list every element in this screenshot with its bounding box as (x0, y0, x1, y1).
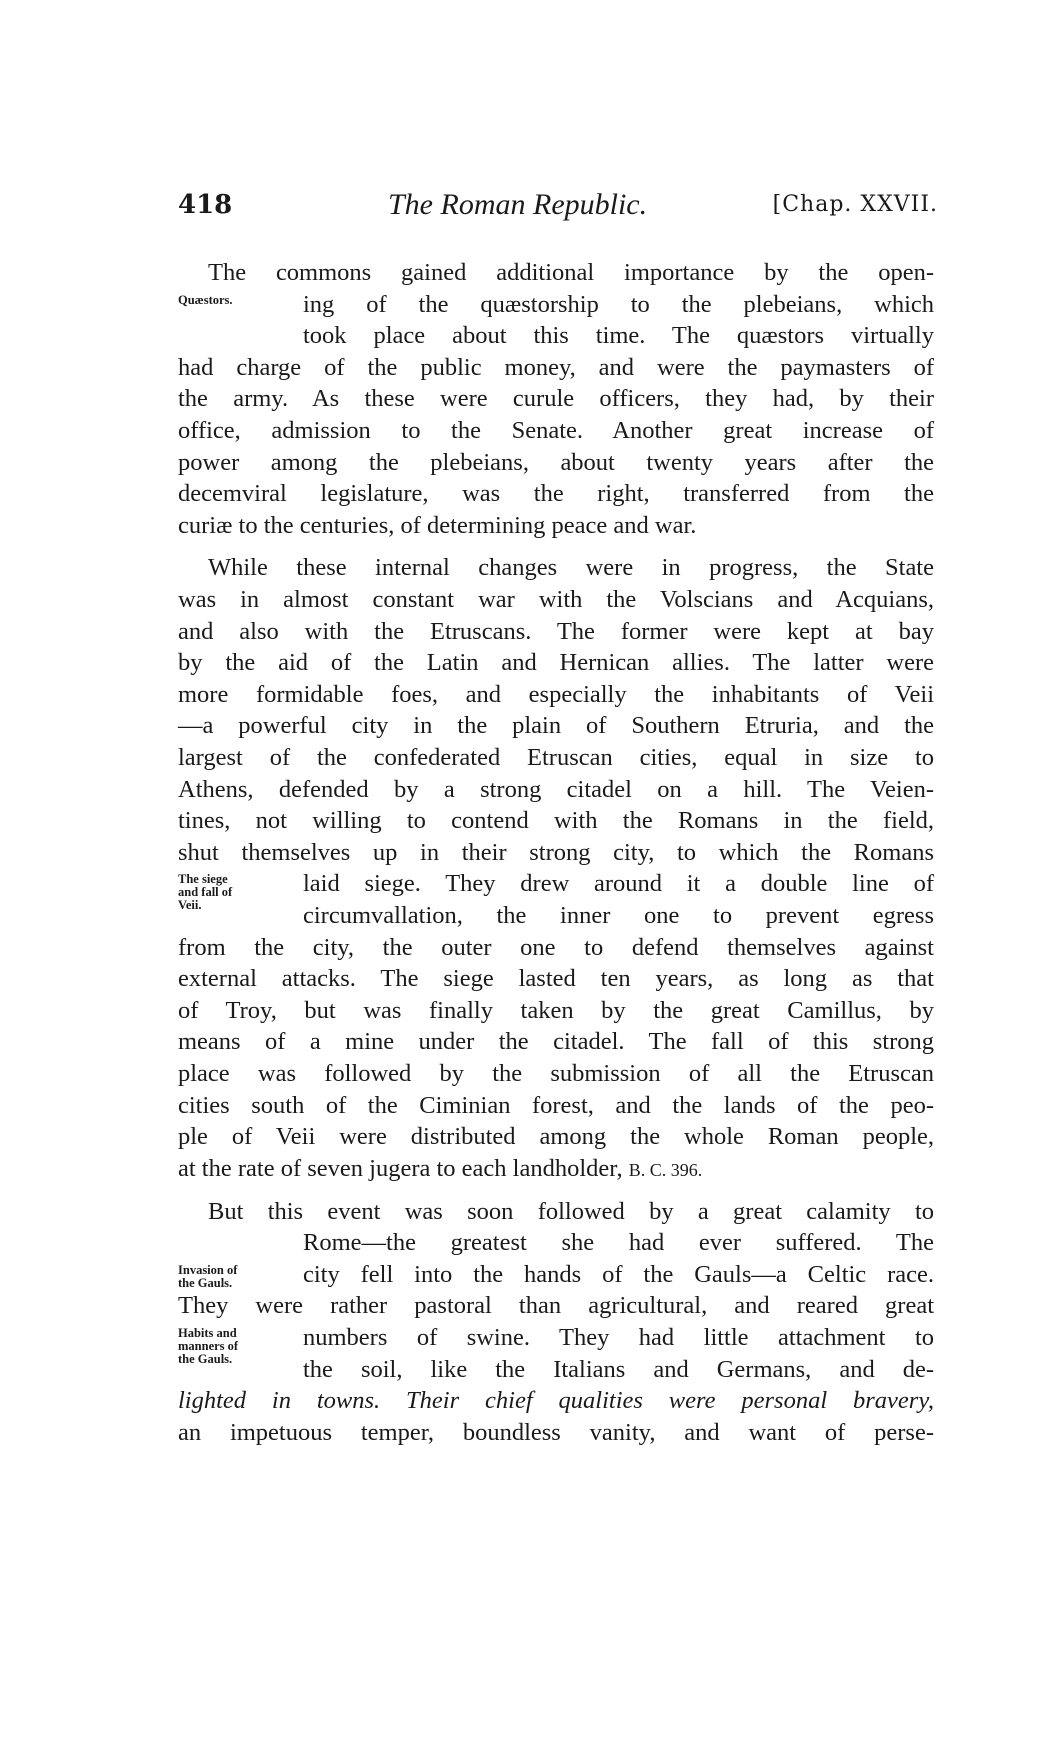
sidenote-habits-of-gauls: Habits and manners of the Gauls. (178, 1326, 239, 1366)
text-line: more formidable foes, and especially the inhabitants of Veii (178, 681, 934, 708)
text-line: was in almost constant war with the Volscians and Acquians, (178, 586, 934, 613)
text-line: from the city, the outer one to defend themselves against (178, 934, 934, 961)
text-line: Athens, defended by a strong citadel on a hill. The Veien- (178, 776, 934, 803)
sidenote-siege-of-veii: The siege and fall of Veii. (178, 872, 233, 912)
text-line: largest of the confederated Etruscan cities, equal in size to (178, 744, 934, 771)
text-line: took place about this time. The quæstors virtually (303, 322, 934, 349)
sidenote-quaestors: Quæstors. (178, 293, 233, 307)
text-line: city fell into the hands of the Gauls—a Celtic race. (303, 1261, 934, 1288)
text-line: But this event was soon followed by a great calamity to (208, 1198, 934, 1225)
text-line: by the aid of the Latin and Hernican allies. The latter were (178, 649, 934, 676)
sidenote-invasion-of-gauls: Invasion of the Gauls. (178, 1263, 238, 1290)
text-line: an impetuous temper, boundless vanity, and want of perse- (178, 1419, 934, 1446)
text-line: the army. As these were curule officers, they had, by their (178, 385, 934, 412)
text-line: had charge of the public money, and were the paymasters of (178, 354, 934, 381)
text-line: They were rather pastoral than agricultural, and reared great (178, 1292, 934, 1319)
text-line: circumvallation, the inner one to prevent egress (303, 902, 934, 929)
text-line: external attacks. The siege lasted ten years, as long as that (178, 965, 934, 992)
text-line: —a powerful city in the plain of Southern Etruria, and the (178, 712, 934, 739)
text-line: decemviral legislature, was the right, transferred from the (178, 480, 934, 507)
date-reference: B. C. 396. (628, 1160, 703, 1180)
text-line: tines, not willing to contend with the Romans in the field, (178, 807, 934, 834)
text-line: While these internal changes were in progress, the State (208, 554, 934, 581)
text-line: and also with the Etruscans. The former were kept at bay (178, 618, 934, 645)
text-line: cities south of the Ciminian forest, and the lands of the peo- (178, 1092, 934, 1119)
text-line: office, admission to the Senate. Another great increase of (178, 417, 934, 444)
text-line: Rome—the greatest she had ever suffered. The (303, 1229, 934, 1256)
running-title: The Roman Republic. (388, 188, 648, 221)
text-line: ing of the quæstorship to the plebeians, which (303, 291, 934, 318)
running-header (178, 190, 938, 234)
text-line: lighted in towns. Their chief qualities were personal bravery, (178, 1387, 934, 1414)
text-line: at the rate of seven jugera to each landholder, B. C. 396. (178, 1155, 703, 1182)
text-line: of Troy, but was finally taken by the great Camillus, by (178, 997, 934, 1024)
text-line: laid siege. They drew around it a double line of (303, 870, 934, 897)
chapter-label: [Chap. XXVII. (772, 192, 938, 217)
text-line: the soil, like the Italians and Germans, and de- (303, 1356, 934, 1383)
text-line: The commons gained additional importance by the open- (208, 259, 934, 286)
text-line: shut themselves up in their strong city, to which the Romans (178, 839, 934, 866)
text-line: place was followed by the submission of all the Etruscan (178, 1060, 934, 1087)
text-line: curiæ to the centuries, of determining peace and war. (178, 512, 697, 539)
text-line: ple of Veii were distributed among the whole Roman people, (178, 1123, 934, 1150)
page-number: 418 (178, 190, 233, 220)
text-line: power among the plebeians, about twenty years after the (178, 449, 934, 476)
text-line: numbers of swine. They had little attachment to (303, 1324, 934, 1351)
text-line: means of a mine under the citadel. The fall of this strong (178, 1028, 934, 1055)
